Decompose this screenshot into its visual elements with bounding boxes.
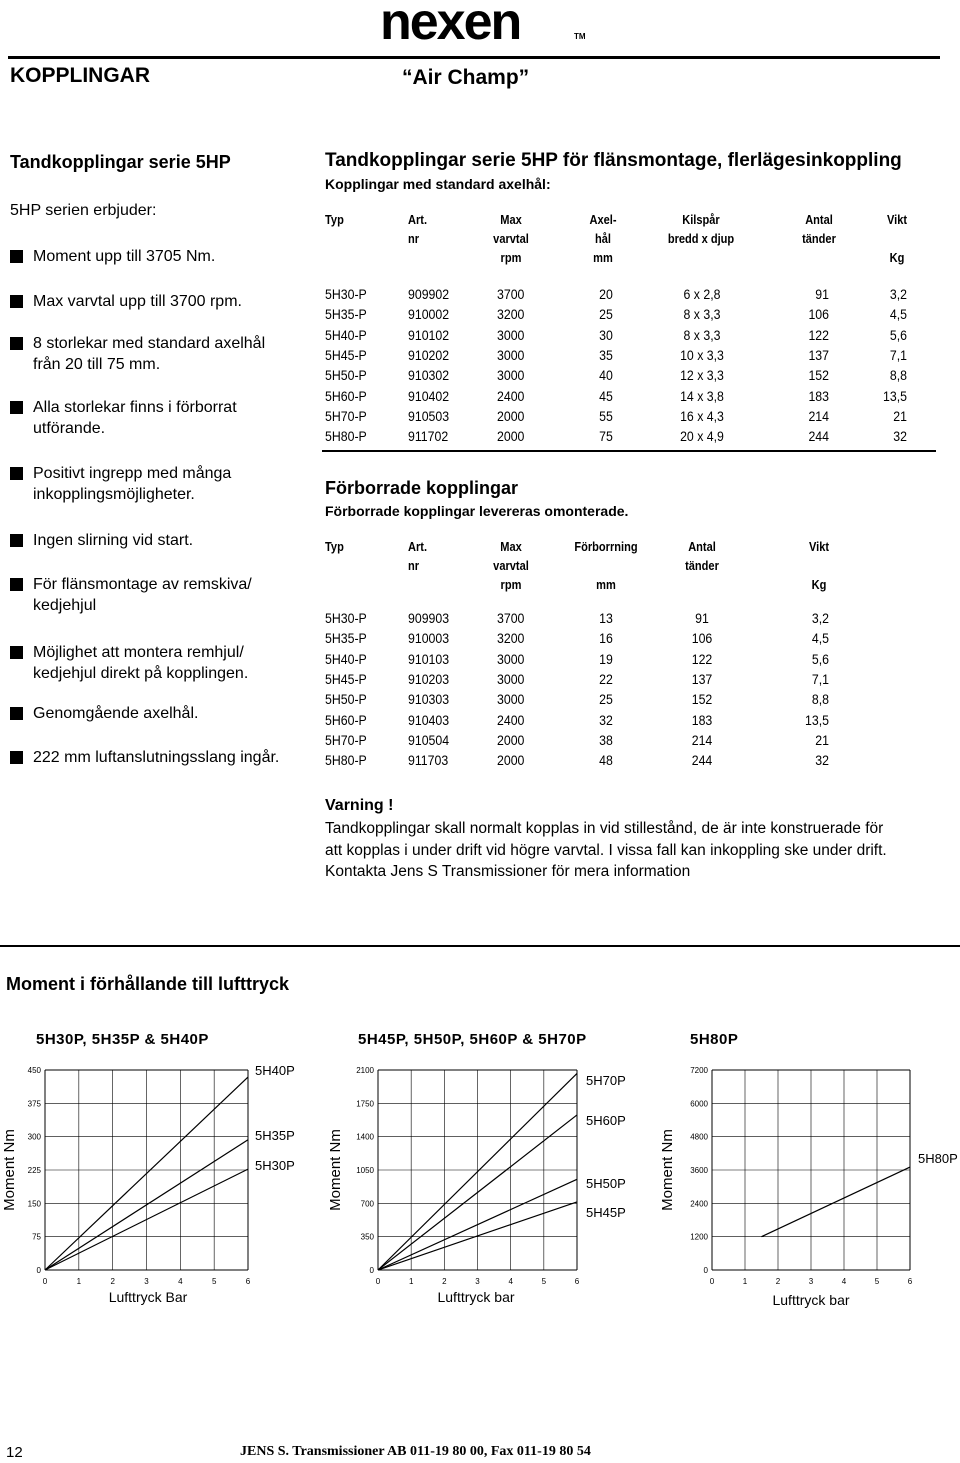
x-tick-label: 3 [144,1277,149,1286]
table-cell: 909903 [408,610,450,626]
table-cell: 32 [893,428,907,445]
column-header-text: Typ [325,539,344,554]
table-cell: 91 [815,286,829,302]
y-tick-label: 2100 [356,1066,374,1075]
feature-bullet-text: Moment upp till 3705 Nm. [33,248,216,265]
series-label: 5H45P [586,1205,626,1220]
column-header-text: mm [596,577,616,592]
feature-bullet-text: Alla storlekar finns i förborrat [33,399,237,416]
table-cell: 2000 [497,428,525,445]
feature-bullet-text: Genomgående axelhål. [33,705,199,722]
y-tick-label: 1050 [356,1166,374,1175]
x-axis-label: Lufttryck bar [437,1289,515,1305]
table-cell: 22 [599,670,613,687]
table-cell: 183 [691,711,713,728]
page-section-title: KOPPLINGAR [10,64,151,87]
table-cell: 5H40-P [325,650,367,667]
feature-bullet-text: Max varvtal upp till 3700 rpm. [33,293,242,310]
column-header-text: bredd x djup [667,231,735,246]
table-cell: 16 [599,630,613,647]
y-tick-label: 0 [703,1266,708,1275]
column-header-text: varvtal [493,558,529,573]
table-cell: 910503 [408,407,450,424]
header-rule [8,56,940,59]
table-cell: 4,5 [811,630,829,647]
table-cell: 75 [599,428,613,445]
table-cell: 5H35-P [325,306,367,323]
table-cell: 911703 [408,752,449,769]
table1-subtitle: Kopplingar med standard axelhål: [325,176,551,192]
bullet-square-icon [10,295,23,308]
table1-divider [322,450,936,452]
y-tick-label: 4800 [690,1132,708,1142]
left-column-title: Tandkopplingar serie 5HP [10,152,231,172]
y-tick-label: 1400 [356,1132,374,1142]
y-tick-label: 2400 [690,1199,708,1209]
y-tick-label: 1750 [356,1099,374,1109]
y-tick-label: 6000 [690,1099,708,1109]
charts-section-title: Moment i förhållande till lufttryck [6,974,290,994]
x-tick-label: 5 [541,1277,547,1286]
table-cell: 91 [695,610,709,626]
y-tick-label: 350 [360,1232,374,1242]
column-header-text: Max [500,539,522,554]
warning-line-2: att kopplas i under drift vid högre varvtal. I vissa fall kan inkoppling ske under drift. [325,842,887,859]
series-label: 5H30P [255,1158,295,1173]
y-tick-label: 450 [27,1066,41,1075]
x-tick-label: 0 [709,1277,715,1286]
x-tick-label: 6 [907,1277,913,1286]
table-cell: 244 [691,752,713,769]
charts-area [0,1050,960,1330]
bullet-square-icon [10,534,23,547]
table-cell: 5,6 [889,326,907,343]
x-tick-label: 0 [375,1277,381,1286]
x-tick-label: 4 [841,1277,847,1286]
column-header-text: Axel- [589,212,617,227]
x-tick-label: 4 [508,1277,513,1286]
series-label: 5H40P [255,1063,295,1078]
bullet-square-icon [10,578,23,591]
table-cell: 910504 [408,731,450,748]
table-cell: 910103 [408,650,450,667]
column-header-text: tänder [802,231,836,246]
table-cell: 910302 [408,367,450,384]
table-cell: 13 [599,610,613,626]
table-cell: 137 [808,346,829,363]
column-header-text: hål [595,231,611,246]
table-cell: 2000 [497,407,525,424]
table-cell: 30 [599,326,613,343]
y-axis-label: Moment Nm [1,1129,18,1211]
table-cell: 2400 [497,711,525,728]
column-header-text: Vikt [886,212,908,227]
chart2-title: 5H45P, 5H50P, 5H60P & 5H70P [358,1031,587,1048]
table-cell: 5H60-P [325,387,367,404]
table-cell: 910403 [408,711,450,728]
column-header-text: Kg [811,577,827,592]
table-cell: 3000 [497,346,525,363]
x-tick-label: 5 [211,1277,217,1286]
x-tick-label: 1 [742,1277,748,1286]
table-cell: 5H30-P [325,610,367,626]
column-header-text: nr [408,558,420,573]
series-label: 5H50P [586,1176,626,1191]
table2-subtitle: Förborrade kopplingar levereras omonterade. [325,503,629,519]
table-cell: 6 x 2,8 [683,286,721,302]
page-number: 12 [6,1444,23,1461]
table-cell: 3000 [497,670,525,687]
table-cell: 122 [691,650,713,667]
table-cell: 2000 [497,731,525,748]
table-cell: 214 [808,407,829,424]
feature-bullet-text: 8 storlekar med standard axelhål [33,335,266,352]
table-cell: 5H45-P [325,346,367,363]
table-cell: 152 [808,367,829,384]
table-cell: 2000 [497,752,525,769]
table-cell: 32 [815,752,829,769]
feature-bullet-text: kedjehjul [33,597,97,614]
y-axis-label: Moment Nm [659,1129,676,1211]
y-tick-label: 375 [27,1099,41,1109]
table-cell: 910003 [408,630,450,647]
x-tick-label: 2 [110,1277,115,1286]
table-cell: 5H60-P [325,711,367,728]
chart3-title: 5H80P [690,1031,739,1048]
feature-bullet-text: inkopplingsmöjligheter. [33,486,195,503]
column-header-text: Kg [889,250,905,265]
x-tick-label: 0 [42,1277,48,1286]
table-cell: 3000 [497,650,525,667]
table-cell: 106 [691,630,713,647]
table-cell: 7,1 [889,346,907,363]
bullet-square-icon [10,707,23,720]
feature-bullet-text: Ingen slirning vid start. [33,532,194,549]
feature-bullet-text: För flänsmontage av remskiva/ [33,576,252,593]
column-header-text: mm [593,250,613,265]
table-cell: 910303 [408,691,450,708]
x-tick-label: 3 [808,1277,814,1286]
table-cell: 20 [599,286,613,302]
table-cell: 12 x 3,3 [680,367,724,384]
series-label: 5H70P [586,1073,626,1088]
feature-bullet-text: utförande. [33,420,106,437]
table-cell: 5H45-P [325,670,367,687]
table-cell: 5H70-P [325,407,367,424]
table-cell: 183 [808,387,829,404]
series-label: 5H35P [255,1128,295,1143]
table-cell: 8,8 [811,691,829,708]
bullet-square-icon [10,337,23,350]
table-cell: 5H40-P [325,326,367,343]
table-cell: 911702 [408,428,449,445]
column-header-text: nr [408,231,420,246]
table-cell: 16 x 4,3 [680,407,724,424]
column-header-text: Art. [408,539,428,554]
table-cell: 910102 [408,326,450,343]
table-cell: 3000 [497,691,525,708]
table-cell: 8 x 3,3 [683,306,721,323]
table-cell: 910202 [408,346,450,363]
x-tick-label: 1 [408,1277,414,1286]
nexen-logo: nexen [380,0,521,51]
table-cell: 3200 [497,630,525,647]
table-cell: 909902 [408,286,450,302]
column-header-text: Art. [408,212,428,227]
table-cell: 910203 [408,670,450,687]
table-cell: 3200 [497,306,525,323]
y-tick-label: 700 [360,1199,374,1209]
x-tick-label: 6 [574,1277,580,1286]
table-cell: 13,5 [883,387,907,404]
table-cell: 106 [808,306,829,323]
table-cell: 2400 [497,387,525,404]
bullet-square-icon [10,250,23,263]
y-tick-label: 300 [27,1132,41,1142]
feature-bullet-text: Möjlighet att montera remhjul/ [33,644,244,661]
bullet-square-icon [10,401,23,414]
feature-bullet-text: från 20 till 75 mm. [33,356,161,373]
table-cell: 48 [599,752,613,769]
column-header-text: Antal [805,212,833,227]
y-tick-label: 1200 [690,1232,708,1242]
charts-divider [0,945,960,947]
table-cell: 21 [815,731,829,748]
column-header-text: Kilspår [682,212,720,227]
table-cell: 45 [599,387,613,404]
x-tick-label: 2 [775,1277,781,1286]
table-cell: 14 x 3,8 [680,387,724,404]
table-cell: 4,5 [889,306,907,323]
table-cell: 3000 [497,326,525,343]
column-header-text: Typ [325,212,344,227]
series-line-5h80p [762,1167,911,1237]
x-tick-label: 6 [245,1277,251,1286]
table-cell: 3000 [497,367,525,384]
table-cell: 35 [599,346,613,363]
table-cell: 3700 [497,610,525,626]
table-cell: 19 [599,650,613,667]
column-header-text: Max [500,212,522,227]
table-cell: 5H50-P [325,691,367,708]
intro-text: 5HP serien erbjuder: [10,202,157,219]
column-header-text: tänder [685,558,719,573]
chart-3 [659,1066,958,1308]
bullet-square-icon [10,751,23,764]
table-cell: 5H80-P [325,428,367,445]
table-cell: 40 [599,367,613,384]
trademark-mark: TM [574,32,586,41]
table-cell: 244 [808,428,829,445]
chart-1 [1,1063,295,1305]
x-tick-label: 4 [178,1277,183,1286]
column-header-text: Antal [688,539,716,554]
y-tick-label: 3600 [690,1166,708,1175]
table-cell: 25 [599,306,613,323]
table-cell: 152 [691,691,713,708]
y-axis-label: Moment Nm [327,1129,344,1211]
feature-bullet-text: Positivt ingrepp med många [33,465,232,482]
column-header-text: Vikt [808,539,830,554]
y-tick-label: 7200 [690,1066,708,1075]
table-cell: 20 x 4,9 [680,428,724,445]
chart-2 [327,1066,626,1305]
warning-line-3: Kontakta Jens S Transmissioner för mera information [325,863,691,880]
table-cell: 5H35-P [325,630,367,647]
table-cell: 8 x 3,3 [683,326,721,343]
table2-title: Förborrade kopplingar [325,478,519,498]
bullet-square-icon [10,467,23,480]
table-cell: 5H50-P [325,367,367,384]
table-cell: 5,6 [811,650,829,667]
table-cell: 32 [599,711,613,728]
x-axis-label: Lufttryck Bar [108,1289,188,1305]
warning-line-1: Tandkopplingar skall normalt kopplas in vid stillestånd, de är inte konstruerade för [325,820,884,837]
y-tick-label: 75 [32,1232,41,1242]
table-cell: 5H80-P [325,752,367,769]
column-header-text: rpm [500,250,522,265]
y-tick-label: 0 [369,1266,374,1275]
x-tick-label: 1 [76,1277,82,1286]
product-title: “Air Champ” [402,66,530,89]
table-cell: 25 [599,691,613,708]
column-header-text: rpm [500,577,522,592]
table-cell: 214 [691,731,713,748]
series-label: 5H60P [586,1113,626,1128]
y-tick-label: 150 [27,1199,41,1209]
table-cell: 38 [599,731,613,748]
table-cell: 21 [893,407,907,424]
table-cell: 3700 [497,286,525,302]
table-cell: 10 x 3,3 [680,346,724,363]
table1-title: Tandkopplingar serie 5HP för flänsmontage, flerlägesinkoppling [325,150,902,171]
y-tick-label: 225 [27,1166,41,1175]
y-tick-label: 0 [36,1266,41,1275]
chart1-title: 5H30P, 5H35P & 5H40P [36,1031,209,1048]
column-header-text: varvtal [493,231,529,246]
x-axis-label: Lufttryck bar [772,1292,850,1308]
table-cell: 910402 [408,387,450,404]
feature-bullet-text: 222 mm luftanslutningsslang ingår. [33,749,280,766]
table-cell: 910002 [408,306,450,323]
bullet-square-icon [10,646,23,659]
x-tick-label: 2 [442,1277,447,1286]
x-tick-label: 5 [874,1277,880,1286]
table-cell: 55 [599,407,613,424]
table-cell: 7,1 [811,670,829,687]
table-cell: 8,8 [889,367,907,384]
table-cell: 3,2 [889,286,907,302]
footer-company: JENS S. Transmissioner AB 011-19 80 00, Fax 011-19 80 54 [240,1444,591,1459]
feature-bullet-text: kedjehjul direkt på kopplingen. [33,665,249,682]
warning-title: Varning ! [325,797,394,814]
table-cell: 13,5 [805,711,829,728]
table-cell: 5H70-P [325,731,367,748]
column-header-text: Förborrning [574,539,638,554]
table-cell: 5H30-P [325,286,367,302]
table-cell: 137 [691,670,713,687]
table-cell: 3,2 [811,610,829,626]
series-label: 5H80P [918,1151,958,1166]
table-cell: 122 [808,326,829,343]
x-tick-label: 3 [475,1277,480,1286]
